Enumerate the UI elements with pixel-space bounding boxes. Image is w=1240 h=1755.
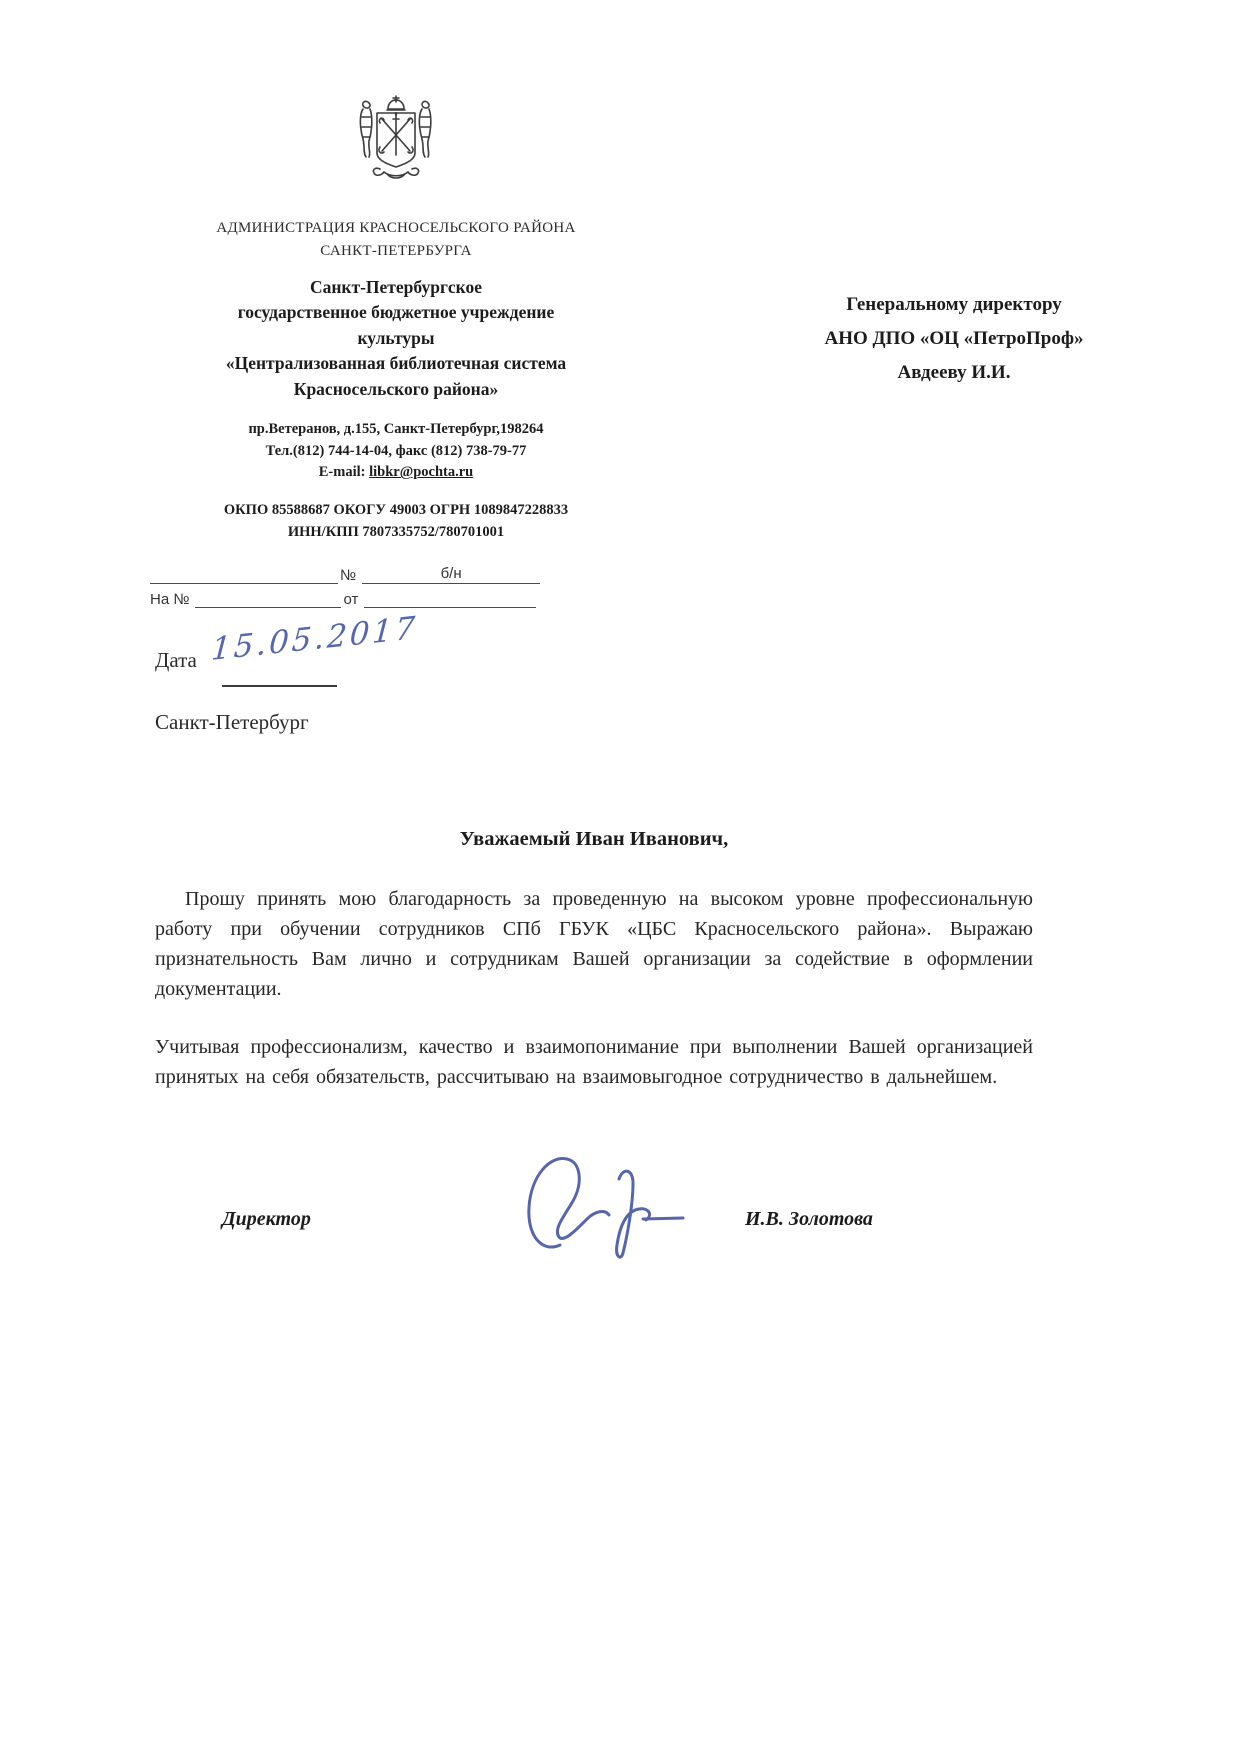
letterhead <box>150 95 642 608</box>
organization-line-5: Красносельского района» <box>293 378 499 399</box>
okpo-ogrn-line: ОКПО 85588687 ОКОГУ 49003 ОГРН 1089847228833 <box>223 502 569 519</box>
administration-line-2: САНКТ-ПЕТЕРБУРГА <box>320 242 472 259</box>
date-underline <box>222 685 337 687</box>
body-paragraph-1: Прошу принять мою благодарность за проведенную на высоком уровне профессиональную работу при обучении сотрудников СПб ГБУК «ЦБС Красносельского района». Выражаю признательность Вам лично и сотрудникам Вашей организации за содействие в оформлении документации. <box>155 888 1033 1000</box>
addressee-position: Генеральному директору <box>846 294 1062 315</box>
saint-petersburg-coat-of-arms-icon <box>350 95 442 195</box>
outgoing-number-row <box>150 560 642 584</box>
reference-number-block <box>150 560 642 608</box>
date-label: Дата <box>155 648 197 672</box>
salutation: Уважаемый Иван Иванович, <box>459 828 729 850</box>
incoming-number-blank-line <box>195 589 341 608</box>
from-label: от <box>343 590 359 608</box>
on-number-label: На № <box>150 590 190 608</box>
number-label: № <box>340 566 357 584</box>
city-line: Санкт-Петербург <box>155 710 309 734</box>
inn-kpp-line: ИНН/КПП 7807335752/780701001 <box>287 523 505 540</box>
number-value: б/н <box>362 565 540 584</box>
handwritten-date: 15.05.2017 <box>210 609 419 668</box>
organization-line-1: Санкт-Петербургское <box>309 277 483 297</box>
signer-title: Директор <box>222 1208 311 1230</box>
email-address: libkr@pochta.ru <box>369 464 474 481</box>
addressee-block <box>770 288 1138 391</box>
administration-line-1: АДМИНИСТРАЦИЯ КРАСНОСЕЛЬСКОГО РАЙОНА <box>216 220 576 236</box>
contact-info <box>150 419 642 484</box>
organization-line-4: «Централизованная библиотечная система <box>225 353 567 374</box>
handwritten-signature-icon <box>515 1145 690 1270</box>
addressee-organization: АНО ДПО «ОЦ «ПетроПроф» <box>824 328 1084 350</box>
signer-name: И.В. Золотова <box>745 1208 873 1230</box>
organization-name <box>150 275 642 402</box>
date-blank-line <box>150 565 338 584</box>
addressee-name: Авдееву И.И. <box>897 362 1011 384</box>
email-label: E-mail: <box>318 464 366 481</box>
phone-fax: Тел.(812) 744-14-04, факс (812) 738-79-77 <box>265 442 527 459</box>
administration-name <box>150 217 642 262</box>
organization-line-3: культуры <box>357 327 435 348</box>
postal-address: пр.Ветеранов, д.155, Санкт-Петербург,198264 <box>248 420 544 437</box>
incoming-number-row <box>150 584 642 608</box>
body-paragraph-2: Учитывая профессионализм, качество и взаимопонимание при выполнении Вашей организацией принятых на себя обязательств, рассчитываю на взаимовыгодное сотрудничество в дальнейшем. <box>155 1036 1033 1088</box>
registration-codes <box>150 500 642 544</box>
incoming-date-blank-line <box>364 589 536 608</box>
organization-line-2: государственное бюджетное учреждение <box>237 302 555 323</box>
email-line <box>150 462 642 484</box>
